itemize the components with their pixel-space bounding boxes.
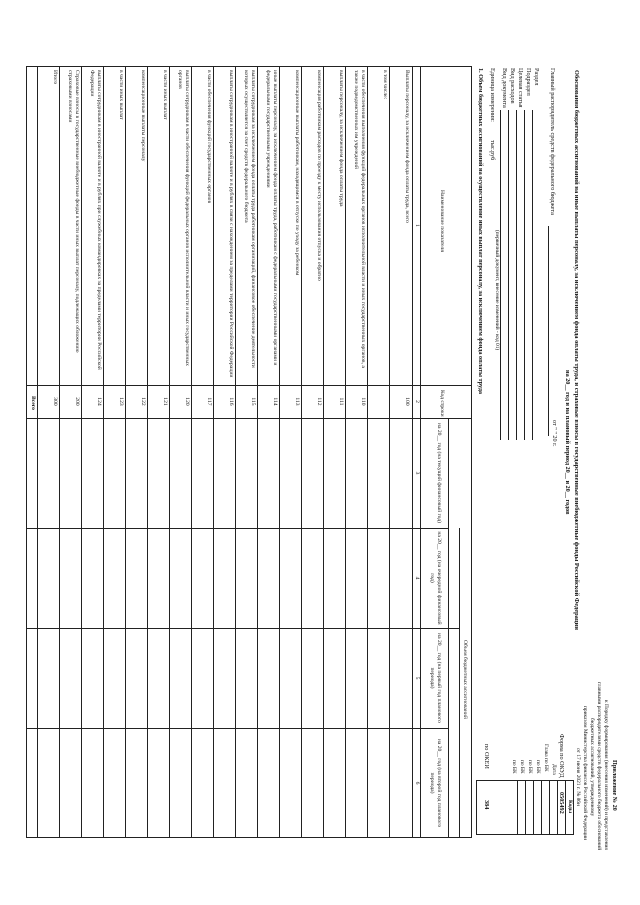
requisite-label: Вид документа: [501, 68, 508, 108]
table-row-name: иные выплаты персоналу, за исключением фонда оплаты труда, работникам с федеральными государственными органами и федеральными государственными учреждениями: [265, 70, 278, 366]
row-separator: [213, 66, 214, 838]
table-row-name: выплаты сотрудникам в части обеспечения функций федеральных органов исполнительной власти и иных государственных органов: [177, 70, 190, 366]
codes-row-label: по БК: [519, 760, 525, 774]
table-row-code: 110: [360, 397, 366, 406]
row-separator: [279, 66, 280, 838]
header-code: Код строки: [439, 390, 445, 417]
col-number: 5: [414, 676, 420, 680]
appendix-line: от 17 июня 2021 г. № 86н: [575, 748, 581, 806]
header-col6: на 20__ год (на второй год планового периода): [429, 738, 442, 828]
form-okud-label: Форма по ОКУД: [558, 734, 565, 778]
document-period: на 20__ год и на плановый период 20__ и 20__ годов: [564, 370, 571, 515]
table-row-name: в части обеспечения выполнения функций федеральных органов исполнительной власти и иных государственных органов, а также подведомственных им учреждений: [353, 70, 366, 368]
row-separator: [367, 66, 368, 838]
table-row-name: компенсационные выплаты персоналу: [140, 70, 146, 162]
row-separator: [147, 66, 148, 838]
header-col3: на 20__ год (на текущий финансовый год): [436, 423, 442, 523]
table-row-code: 124: [96, 397, 102, 406]
table-row-code: 100: [404, 397, 410, 406]
header-col5: на 20__ год (на первый год планового периода): [429, 633, 442, 723]
table-row-name: Страховые взносы в государственные внебюджетные фонды в части иных выплат персоналу, подлежащих обложению страховыми взносами: [67, 70, 80, 353]
okei-label: по ОКЕИ: [483, 744, 490, 769]
row-separator: [169, 66, 170, 838]
total-label: Всего: [30, 396, 36, 410]
row-separator: [301, 66, 302, 838]
row-separator: [191, 66, 192, 838]
codes-row-label: по БК: [527, 760, 533, 774]
table-row-name: компенсация работникам расходов по проезду к месту использования отпуска и обратно: [316, 70, 322, 281]
row-separator: [345, 66, 346, 838]
appendix-line: бюджетных ассигнований, утвержденному: [589, 718, 595, 817]
row-separator: [59, 66, 60, 838]
header-volume: Объем бюджетных ассигнований: [462, 640, 468, 719]
header-name: Наименование показателя: [439, 190, 445, 252]
col-number: 3: [414, 471, 420, 475]
requisite-label: Целевая статья: [517, 68, 524, 108]
codes-row-label: Глава по БК: [543, 744, 549, 772]
row-separator: [81, 66, 82, 838]
row-separator: [37, 66, 38, 838]
form-okud-code: 0505492: [558, 792, 565, 814]
col-number: 2: [414, 400, 420, 403]
requisite-label: Подраздел: [525, 68, 532, 96]
table-row-name: в части иных выплат: [162, 70, 168, 120]
table-row-code: 200: [74, 397, 80, 406]
row-separator: [257, 66, 258, 838]
codes-row-label: по БК: [511, 760, 517, 774]
row-separator: [125, 66, 126, 838]
table-row-code: 115: [250, 397, 256, 406]
okei-code: 384: [483, 800, 490, 810]
table-row-code: 114: [272, 397, 278, 406]
table-row-name: выплаты сотрудникам в иностранной валюте и в рублях при служебных командировках за пределами территории Российской Федерации: [89, 70, 102, 370]
col-number: 6: [414, 781, 420, 785]
codes-header: Коды: [567, 800, 573, 814]
section-title: 1. Объем бюджетных ассигнований на осуществление иных выплат персоналу, за исключением фонда оплаты труда: [477, 68, 484, 394]
unit-label: Единица измерения:: [489, 68, 496, 122]
table-row-name: компенсационные выплаты работникам, находящимся в отпуске по уходу за ребенком: [294, 70, 300, 276]
document-date-line: от " " 20 г.: [551, 420, 558, 447]
table-row-name: Выплаты персоналу, за исключением фонда оплаты труда, всего: [404, 70, 410, 223]
requisite-label: Раздел: [533, 68, 540, 86]
table-row-name: в части иных выплат: [118, 70, 124, 120]
requisite-label: Вид расходов: [509, 68, 516, 104]
appendix-number: Приложение № 20: [611, 760, 618, 811]
table-row-code: 111: [338, 397, 344, 406]
appendix-line: к Порядку формирования (внесения изменений) и представления: [603, 700, 609, 850]
table-row-code: 112: [316, 397, 322, 406]
codes-row-label: Дата: [551, 764, 557, 775]
table-row-name: выплаты персоналу, за исключением фонда оплаты труда: [338, 70, 344, 207]
appendix-line: приказом Министерства финансов Российской Федерации: [582, 706, 588, 840]
table-row-code: 117: [206, 397, 212, 406]
requisite-label: Главный распорядитель средств федерального бюджета: [549, 68, 556, 215]
table-row-code: 121: [162, 397, 168, 406]
row-separator: [103, 66, 104, 838]
table-row-code: 116: [228, 397, 234, 406]
row-separator: [323, 66, 324, 838]
document-title: Обоснования бюджетных ассигнований на иные выплаты персоналу, за исключением фонда оплаты труда, и страховые взносы в государственные внебюджетные фонды Российской Федерации: [573, 70, 580, 630]
table-row-name: выплаты сотрудникам в иностранной валюте и в рублях в связи с нахождением за пределами территории Российской Федерации: [228, 70, 234, 378]
table-row-code: 123: [118, 397, 124, 406]
table-row-name: выплаты сотрудникам за исключением фонда оплаты труда работникам организаций, финансовое обеспечение деятельности которых осуществляется за счет средств федерального бюджета: [243, 70, 256, 368]
col-number: 1: [414, 224, 420, 227]
table-row-code: 300: [52, 397, 58, 406]
codes-row-label: по БК: [535, 760, 541, 774]
table-row-code: 122: [140, 397, 146, 406]
appendix-line: главными распорядителями средств федерального бюджета обоснований: [596, 682, 602, 851]
table-row-name: в части обеспечения функций государственных органов: [206, 70, 212, 204]
header-col4: на 20__ год (на очередной финансовый год): [429, 531, 442, 625]
requisites-note: (первичный документ, внесение изменений - код 01): [494, 230, 500, 351]
col-number: 4: [414, 576, 420, 580]
table-row-name: Итого: [52, 70, 58, 85]
table-row-code: 113: [294, 397, 300, 406]
row-separator: [389, 66, 390, 838]
table-row-name: в том числе:: [382, 70, 388, 100]
table-row-code: 120: [184, 397, 190, 406]
row-separator: [235, 66, 236, 838]
unit-value: тыс.руб: [489, 140, 496, 161]
